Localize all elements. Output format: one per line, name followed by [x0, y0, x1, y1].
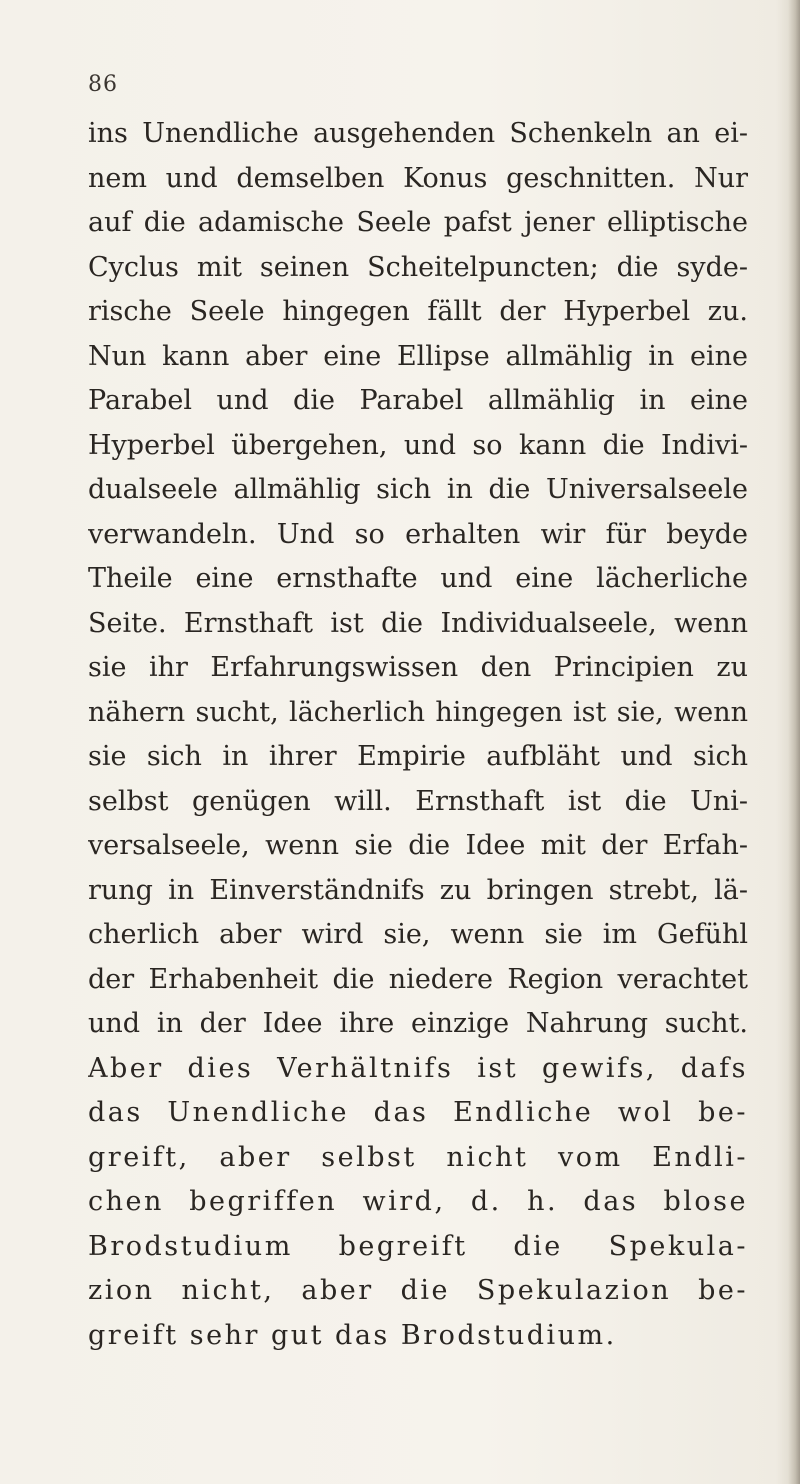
text-line-spaced: chen begriffen wird, d. h. das blose: [88, 1186, 748, 1217]
text-line: Nun kann aber eine Ellipse allmählig in eine: [88, 340, 748, 372]
page-number: 86: [88, 72, 118, 97]
body-text: [88, 112, 748, 1358]
text-line: auf die adamische Seele pafst jener elliptische: [88, 207, 748, 238]
text-line: der Erhabenheit die niedere Region verachtet: [88, 963, 748, 995]
text-line-last: greift sehr gut das Brodstudium.: [88, 1319, 617, 1351]
text-line-spaced: Aber dies Verhältnifs ist gewifs, dafs: [88, 1052, 748, 1084]
text-line-spaced: greift, aber selbst nicht vom Endli-: [88, 1141, 748, 1173]
text-line: nem und demselben Konus geschnitten. Nur: [88, 162, 748, 194]
text-line-spaced: zion nicht, aber die Spekulazion be-: [88, 1275, 748, 1306]
text-line: sie ihr Erfahrungswissen den Principien zu: [88, 652, 748, 683]
text-line-spaced: Brodstudium begreift die Spekula-: [88, 1230, 748, 1262]
text-line: verwandeln. Und so erhalten wir für beyde: [88, 518, 748, 550]
text-line: Parabel und die Parabel allmählig in eine: [88, 385, 748, 416]
text-line: versalseele, wenn sie die Idee mit der Erfah-: [88, 830, 748, 861]
page-binding-edge: [788, 0, 800, 1484]
text-line: cherlich aber wird sie, wenn sie im Gefühl: [88, 919, 748, 950]
text-line: Theile eine ernsthafte und eine lächerliche: [88, 563, 748, 594]
text-line: sie sich in ihrer Empirie aufbläht und sich: [88, 741, 748, 772]
text-line: Cyclus mit seinen Scheitelpuncten; die syde-: [88, 251, 748, 283]
text-line: und in der Idee ihre einzige Nahrung sucht.: [88, 1008, 748, 1039]
text-line: selbst genügen will. Ernsthaft ist die Uni-: [88, 785, 748, 817]
text-line: rische Seele hingegen fällt der Hyperbel zu.: [88, 296, 748, 327]
text-line: ins Unendliche ausgehenden Schenkeln an ei-: [88, 118, 748, 149]
text-line: rung in Einverständnifs zu bringen strebt, lä-: [88, 874, 748, 906]
text-line: nähern sucht, lächerlich hingegen ist sie, wenn: [88, 696, 748, 728]
text-line-spaced: das Unendliche das Endliche wol be-: [88, 1097, 748, 1128]
text-line: Hyperbel übergehen, und so kann die Indivi-: [88, 429, 748, 461]
text-line: dualseele allmählig sich in die Universalseele: [88, 474, 748, 505]
text-line: Seite. Ernsthaft ist die Individualseele, wenn: [88, 607, 748, 639]
